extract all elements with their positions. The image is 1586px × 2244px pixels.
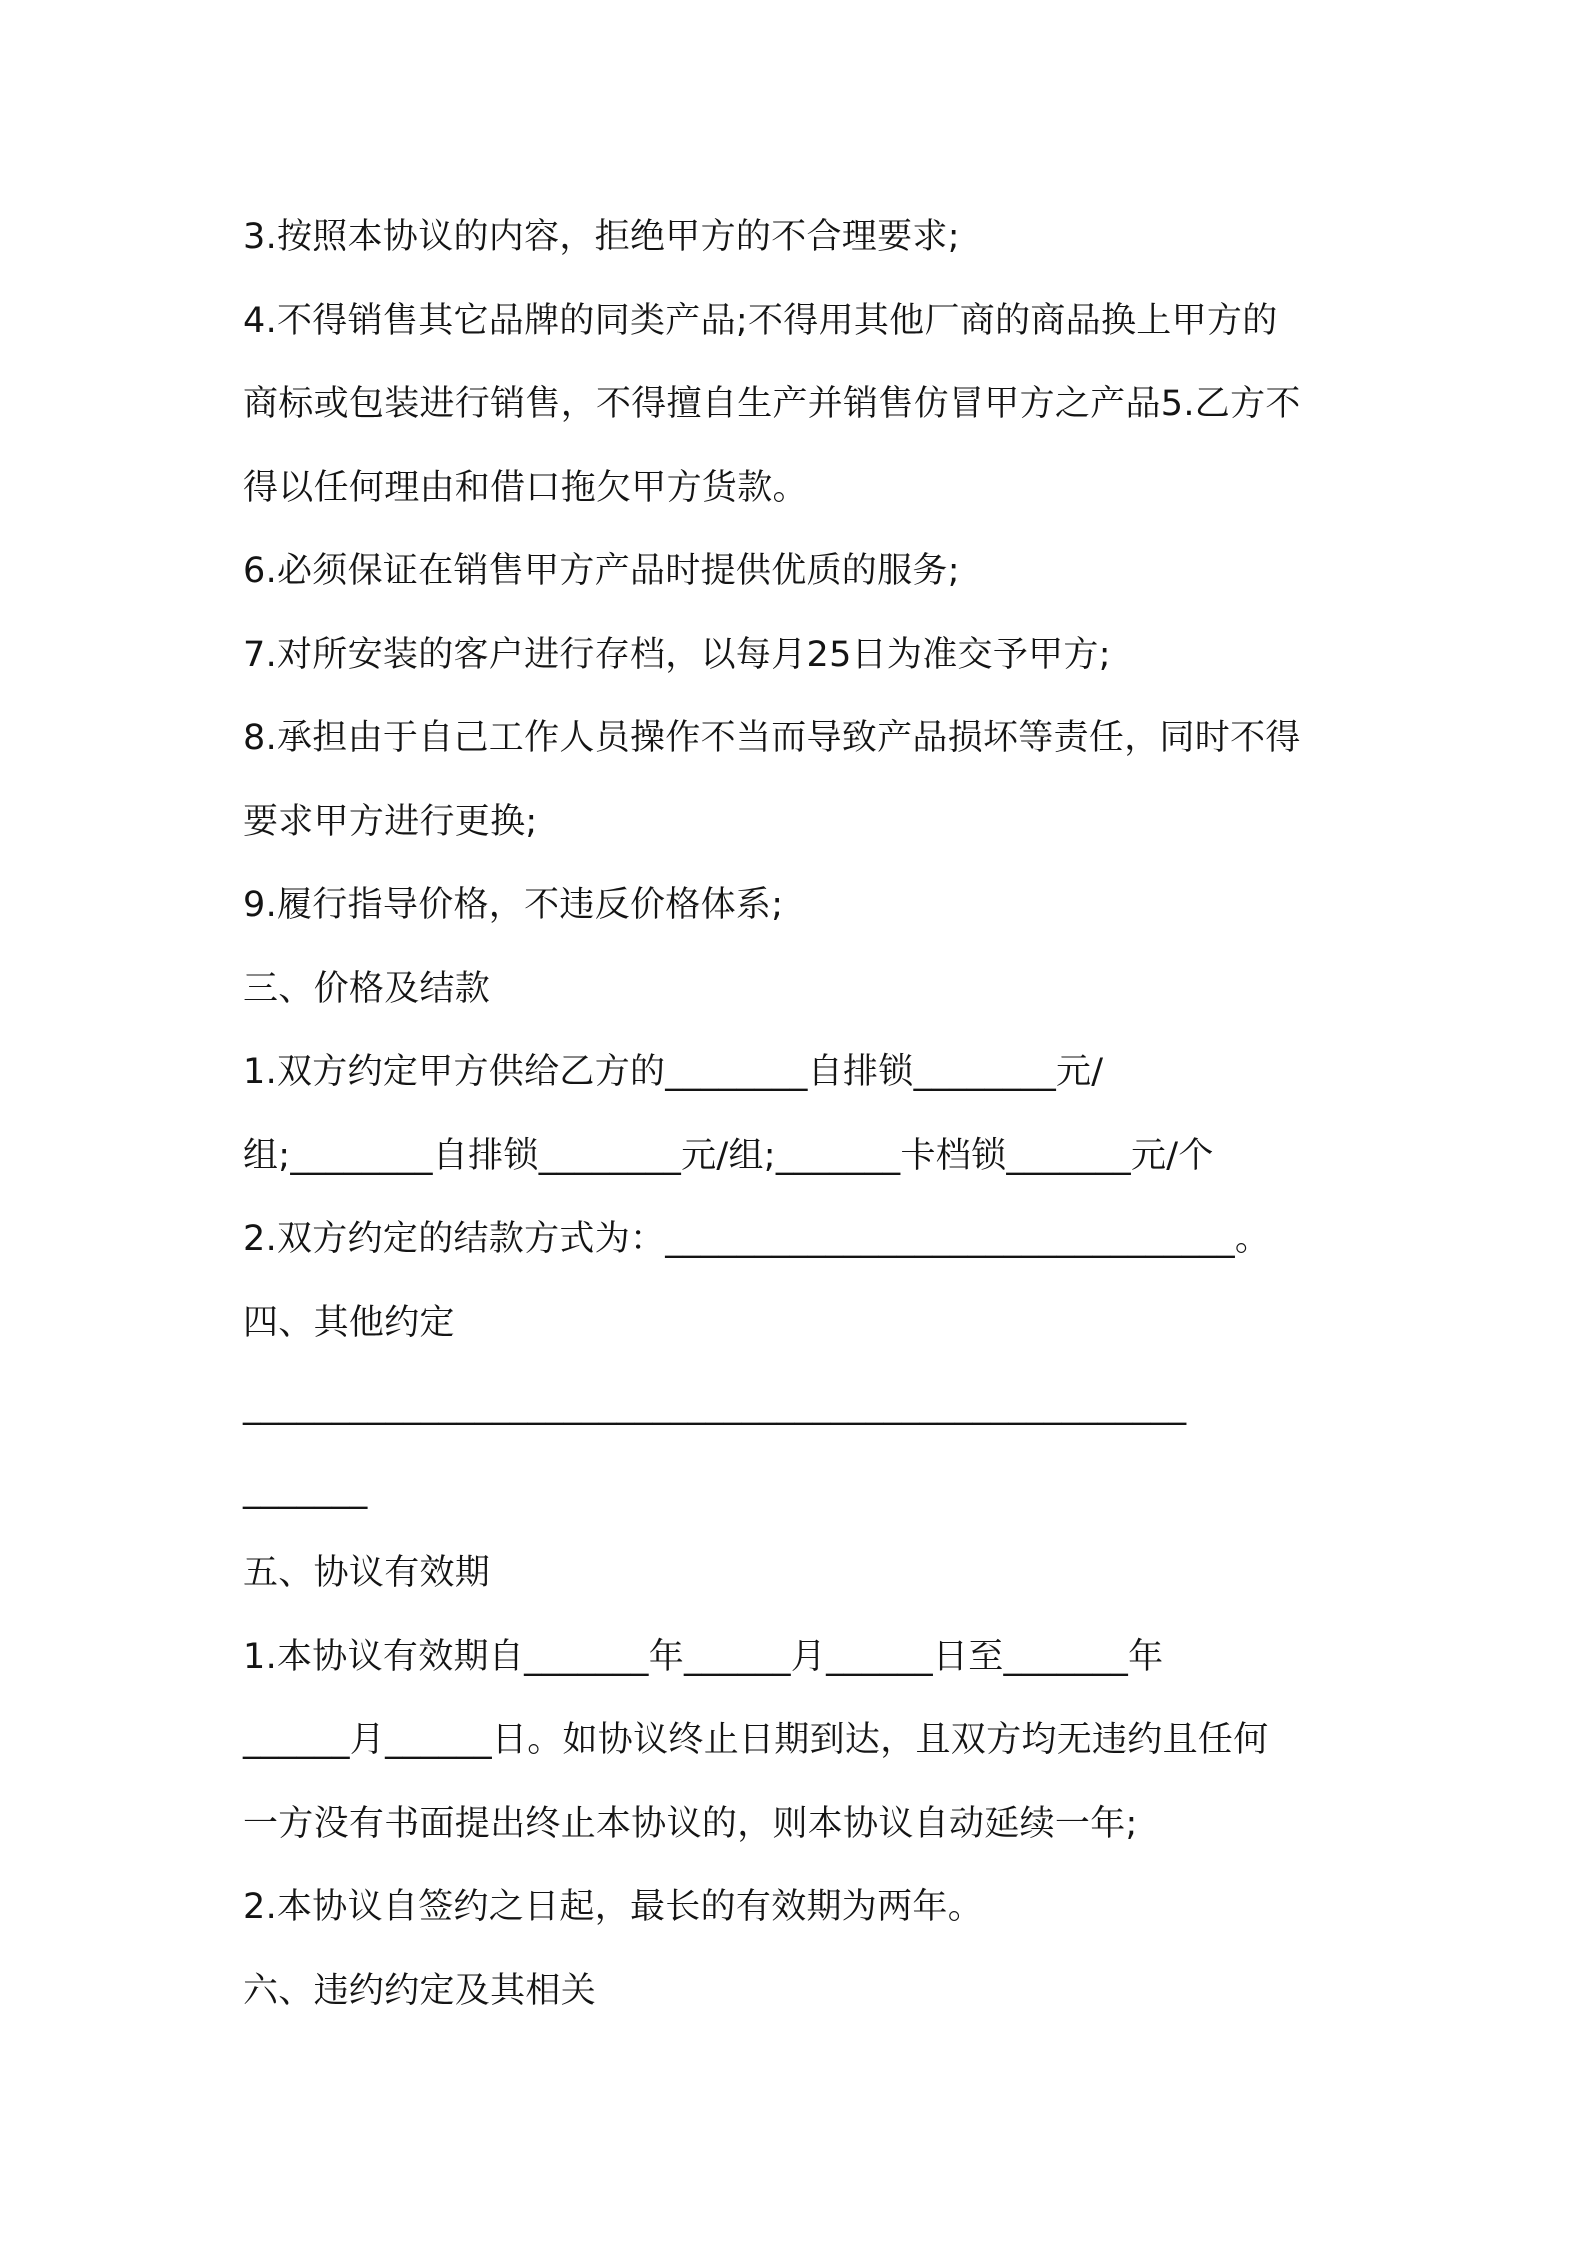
clause-b-8-line-2: 要求甲方进行更换; [243,801,538,842]
section-heading-6: 六、违约约定及其相关 [243,1970,597,2011]
clause-b-5-line-2: 得以任何理由和借口拖欠甲方货款。 [243,467,808,508]
clause-b-3: 3.按照本协议的内容，拒绝甲方的不合理要求; [243,217,960,257]
section-heading-3: 三、价格及结款 [243,968,491,1009]
clause-5-1-line-2: ______月______日。如协议终止日期到达，且双方均无违约且任何 [243,1720,1269,1760]
clause-3-2: 2.双方约定的结款方式为：________________________________。 [243,1219,1271,1259]
clause-3-1-line-1: 1.双方约定甲方供给乙方的________自排锁________元/ [243,1052,1104,1092]
clause-3-1-line-2: 组;________自排锁________元/组;_______卡档锁_______元/个 [243,1135,1214,1176]
clause-b-4-line-2: 商标或包装进行销售，不得擅自生产并销售仿冒甲方之产品5.乙方不 [243,384,1301,424]
clause-5-1-line-1: 1.本协议有效期自_______年______月______日至_______年 [243,1636,1164,1677]
clause-5-1-line-3: 一方没有书面提出终止本协议的，则本协议自动延续一年; [243,1803,1138,1844]
clause-b-6: 6.必须保证在销售甲方产品时提供优质的服务; [243,551,960,591]
clause-b-8-line-1: 8.承担由于自己工作人员操作不当而导致产品损坏等责任，同时不得 [243,718,1301,758]
clause-5-2: 2.本协议自签约之日起，最长的有效期为两年。 [243,1887,983,1927]
document-body [243,196,1363,2033]
section-heading-4: 四、其他约定 [243,1302,455,1343]
blank-line-2: _______ [243,1469,368,1510]
clause-b-9: 9.履行指导价格，不违反价格体系; [243,885,784,925]
clause-b-4-line-1: 4.不得销售其它品牌的同类产品;不得用其他厂商的商品换上甲方的 [243,300,1278,341]
clause-b-7: 7.对所安装的客户进行存档，以每月25日为准交予甲方; [243,634,1111,675]
blank-line-1: _____________________________________________________ [243,1386,1187,1426]
section-heading-5: 五、协议有效期 [243,1553,491,1593]
